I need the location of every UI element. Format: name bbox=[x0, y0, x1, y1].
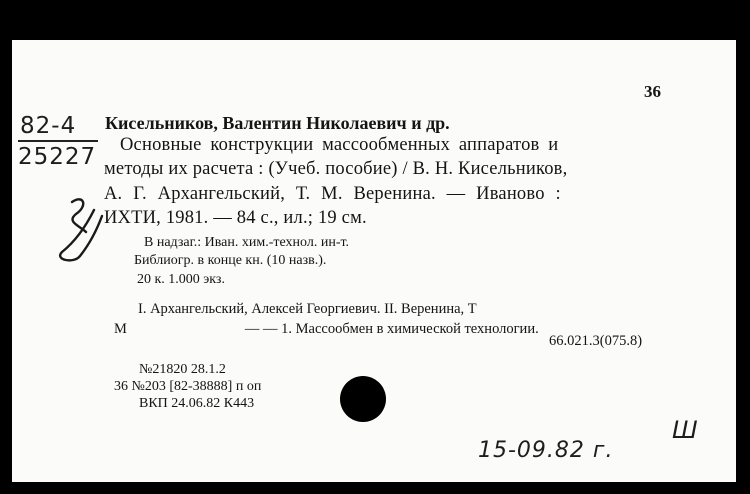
registration-line-2: 36 №203 [82-38888] п оп bbox=[114, 379, 262, 394]
registration-line-3: ВКП 24.06.82 К443 bbox=[139, 396, 255, 411]
description-line-2: методы их расчета : (Учеб. пособие) / В. Н. Кисельников, bbox=[104, 159, 568, 179]
author-heading: Кисельников, Валентин Николаевич и др. bbox=[105, 113, 450, 133]
udc-index: 66.021.3(075.8) bbox=[549, 333, 643, 349]
handwritten-inventory-number: 25227 bbox=[18, 144, 97, 170]
registration-line-1: №21820 28.1.2 bbox=[139, 362, 226, 377]
tracing-added-entries: I. Архангельский, Алексей Георгиевич. II. Веренина, Т bbox=[138, 301, 477, 317]
description-line-3: А. Г. Архангельский, Т. М. Веренина. — Иваново : bbox=[104, 184, 561, 204]
note-publisher-heading: В надзаг.: Иван. хим.-технол. ин-т. bbox=[144, 235, 350, 250]
description-line-4: ИХТИ, 1981. — 84 с., ил.; 19 см. bbox=[104, 208, 367, 228]
handwritten-date: 15-09.82 г. bbox=[478, 438, 614, 463]
tracing-prefix: М bbox=[114, 321, 127, 337]
card-corner-number: 36 bbox=[644, 82, 661, 101]
handwritten-corner-mark: Ш bbox=[672, 416, 699, 444]
handwritten-check-mark-icon bbox=[50, 192, 110, 272]
note-bibliography: Библиогр. в конце кн. (10 назв.). bbox=[134, 253, 327, 268]
punch-hole bbox=[340, 376, 386, 422]
note-price-print-run: 20 к. 1.000 экз. bbox=[137, 272, 225, 287]
handwritten-classification-code: 82-4 bbox=[20, 113, 77, 139]
description-line-1: Основные конструкции массообменных аппаратов и bbox=[120, 135, 559, 155]
code-underline bbox=[18, 140, 98, 142]
tracing-subject-line bbox=[114, 322, 539, 337]
tracing-subject: — — 1. Массообмен в химической технологии. bbox=[244, 321, 539, 337]
catalog-card bbox=[12, 40, 736, 482]
